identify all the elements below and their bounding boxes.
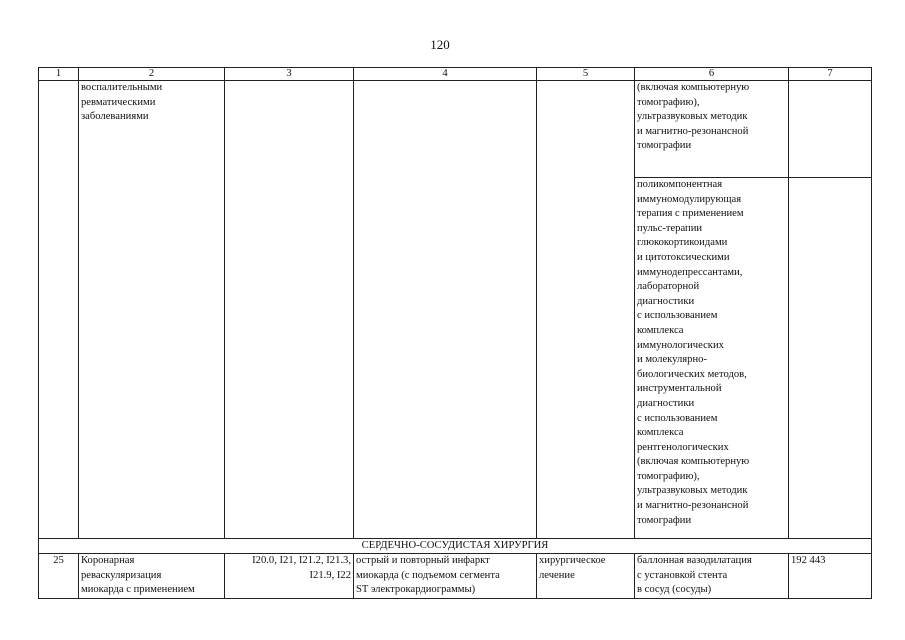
cell-num-continued xyxy=(39,81,79,539)
header-col-6: 6 xyxy=(635,68,789,81)
continued-row xyxy=(39,81,872,178)
cell-cost-continued-2 xyxy=(789,178,872,539)
header-col-7: 7 xyxy=(789,68,872,81)
patient-model: острый и повторный инфаркт миокарда (с подъемом сегмента ST электрокардиограммы) xyxy=(354,554,537,599)
cost-value: 192 443 xyxy=(789,554,872,599)
header-row xyxy=(39,68,872,81)
cell-model-continued xyxy=(354,81,537,539)
cell-treatment-continued xyxy=(537,81,635,539)
treatment-type: хирургическое лечение xyxy=(537,554,635,599)
cell-codes-continued xyxy=(225,81,354,539)
header-col-3: 3 xyxy=(225,68,354,81)
header-col-1: 1 xyxy=(39,68,79,81)
page-number: 120 xyxy=(430,37,450,52)
cell-method-part2: поликомпонентная иммуномодулирующая терапия с применением пульс-терапии глюкокортикоидами и цитотоксическими иммунодепрессантами, лабораторной диагностики с использованием комплекса иммунологических и молекулярно- биологических методов, инструментальной диагностики с использованием комплекса рентгенологических (включая компьютерную томографию), ультразвуковых методик и магнитно-резонансной томографии xyxy=(635,178,789,539)
table-row-25 xyxy=(39,554,872,599)
section-title: СЕРДЕЧНО-СОСУДИСТАЯ ХИРУРГИЯ xyxy=(39,539,872,554)
cell-name-continued: воспалительными ревматическими заболеваниями xyxy=(79,81,225,539)
icd-codes: I20.0, I21, I21.2, I21.3, I21.9, I22 xyxy=(225,554,354,599)
header-col-4: 4 xyxy=(354,68,537,81)
cell-method-part1: (включая компьютерную томографию), ультразвуковых методик и магнитно-резонансной томографии xyxy=(635,81,789,178)
medical-care-table xyxy=(38,67,872,599)
section-row xyxy=(39,539,872,554)
intervention-name: Коронарная реваскуляризация миокарда с применением xyxy=(79,554,225,599)
cell-cost-continued-1 xyxy=(789,81,872,178)
row-number: 25 xyxy=(39,554,79,599)
treatment-method: баллонная вазодилатация с установкой стента в сосуд (сосуды) xyxy=(635,554,789,599)
header-col-5: 5 xyxy=(537,68,635,81)
header-col-2: 2 xyxy=(79,68,225,81)
